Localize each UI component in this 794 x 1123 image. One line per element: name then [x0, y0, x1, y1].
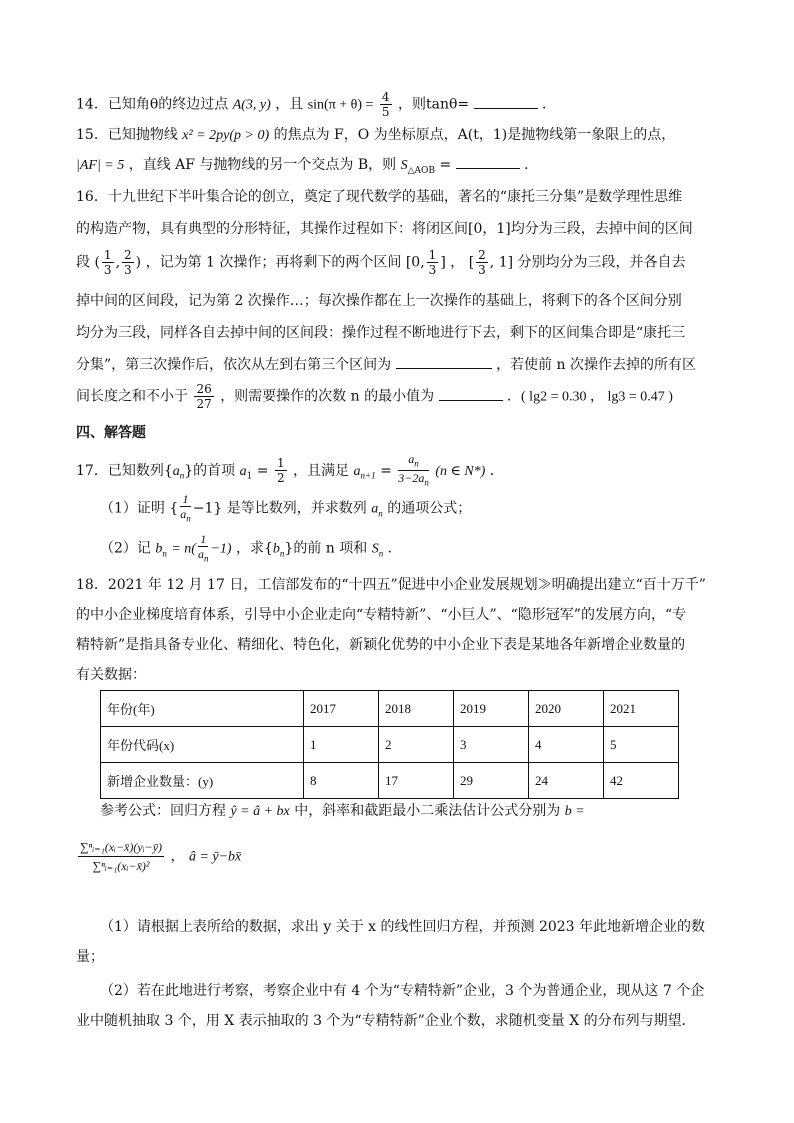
- q18-part2b: 业中随机抽取 3 个，用 X 表示抽取的 3 个为“专精特新”企业个数，求随机变量 X 的分布列与期望．: [76, 1013, 696, 1029]
- q15-s-sub: △AOB: [407, 165, 436, 176]
- q16-frac4: [476, 248, 488, 277]
- q17-p2fd-sub: n: [203, 553, 209, 564]
- q17-p1fd-sub: n: [186, 513, 191, 524]
- q18-formula-c: â = ȳ−bx̄: [188, 849, 242, 865]
- q17-part1: [100, 492, 471, 525]
- q17-j: ．: [489, 462, 504, 479]
- q16-f2d: 3: [124, 263, 132, 277]
- q15-answer-blank[interactable]: [456, 156, 520, 169]
- q17-g: a: [353, 463, 361, 479]
- q17-p1fn: 1: [180, 492, 191, 507]
- q14-frac-den: 5: [381, 105, 390, 119]
- q16-line3: [76, 248, 686, 277]
- table-cell: 2: [379, 727, 454, 763]
- q17-fd2: 3−2a: [398, 471, 425, 486]
- table-row: [101, 691, 679, 727]
- q17-line: [76, 452, 504, 490]
- q17-p1fd: a: [180, 507, 187, 521]
- table-cell: 3: [454, 727, 529, 763]
- q17-p2-frac: [198, 532, 209, 565]
- q16-l7c: ．( lg2 = 0.30 ， lg3 = 0.47 ): [507, 389, 673, 405]
- q18-ref-c: 中，斜率和截距最小二乘法估计公式分别为: [294, 803, 561, 819]
- q16-f3n: 1: [428, 248, 437, 262]
- q15-eq: =: [439, 157, 452, 173]
- q17-fn: 1: [276, 456, 285, 471]
- q16-line6: [76, 354, 696, 374]
- table-cell: 2017: [304, 691, 379, 727]
- table-row: [101, 727, 679, 763]
- q14-line: [76, 90, 556, 119]
- table-cell: 4: [529, 727, 604, 763]
- q17-p2a: （2）记: [100, 540, 151, 557]
- q18-part1a: （1）请根据上表所给的数据，求出 y 关于 x 的线性回归方程，并预测 2023 年此地新增企业的数: [100, 919, 706, 935]
- q16-l3g: ]: [440, 254, 446, 271]
- q17-p2b: b: [155, 541, 163, 557]
- q17-e: ，且满足: [293, 462, 350, 479]
- q16-answer-blank2[interactable]: [439, 388, 503, 401]
- q17-p2b-sub: n: [162, 548, 167, 559]
- q14-answer-blank[interactable]: [474, 96, 538, 109]
- q18-formula: [76, 838, 241, 875]
- q15-parabola: x² = 2py(p > 0): [182, 128, 270, 143]
- q18-ref-a: 参考公式：回归方程: [100, 803, 226, 819]
- q15-s: S: [400, 158, 408, 173]
- q17-frac: [275, 456, 287, 485]
- q16-line5: 均分为三段，同样各自去掉中间的区间段：操作过程不断地进行下去，剩下的区间集合即是“康托三: [76, 325, 686, 341]
- q17-part2: [100, 532, 402, 565]
- table-cell: 年份(年): [101, 691, 304, 727]
- table-row: [101, 763, 679, 799]
- q16-f2n: 2: [124, 248, 132, 262]
- q18-part1b: 量；: [76, 949, 104, 965]
- q16-f3d: 3: [428, 263, 437, 277]
- table-cell: 2021: [604, 691, 679, 727]
- q18-formula-den: ∑ⁿᵢ₌₁(xᵢ−x̄)²: [92, 859, 150, 873]
- table-cell: 5: [604, 727, 679, 763]
- table-cell: 8: [304, 763, 379, 799]
- q16-l6a: 分集”，第三次操作后，依次从左到右第三个区间为: [76, 357, 392, 373]
- q17-an-sub: n: [179, 470, 185, 481]
- q16-l3j: , 1]: [489, 254, 514, 271]
- q17-p1-frac: [180, 492, 191, 525]
- data-table: [100, 690, 679, 799]
- q18-line2: 的中小企业梯度培育体系，引导中小企业走向“专精特新”、“小巨人”、“隐形冠军”的发展方向，“专: [76, 607, 687, 623]
- q17-p1b: {: [169, 500, 179, 517]
- q18-ref-d: b =: [564, 804, 585, 819]
- q16-frac2: [122, 248, 134, 277]
- q18-part2a: （2）若在此地进行考察，考察企业中有 4 个为“专精特新”企业，3 个为普通企业，现从这 7 个企: [100, 983, 705, 999]
- q17-b: }的首项: [184, 462, 236, 479]
- q16-l3d: ): [135, 254, 142, 271]
- table-cell: 2018: [379, 691, 454, 727]
- q17-p2fn: 1: [198, 532, 209, 547]
- q14-text: 14．已知角θ的终边过点: [76, 96, 229, 113]
- q16-l7a: 间长度之和不小于: [76, 388, 188, 405]
- q16-answer-blank1[interactable]: [396, 356, 492, 369]
- q16-l3h: ，: [450, 254, 465, 271]
- q17-p2c: = n(: [171, 541, 196, 557]
- q16-f5n: 26: [196, 382, 212, 396]
- q15-text2: 的焦点为 F，O 为坐标原点，A(t，1)是抛物线第一象限上的点，: [273, 127, 676, 143]
- q16-l3i: [: [468, 254, 475, 271]
- q18-formula-frac: [78, 838, 164, 875]
- q14-text3: ，则tanθ=: [397, 96, 470, 113]
- q17-p2g: }的前 n 项和: [284, 540, 368, 557]
- q16-l3k: 分别均分为三段，并各自去: [517, 254, 686, 271]
- q15-line1: [76, 124, 675, 144]
- q17-p2e: ，求{: [236, 540, 273, 557]
- table-cell: 新增企业数量：(y): [101, 763, 304, 799]
- q17-p1f: 的通项公式；: [387, 500, 472, 517]
- q18-line1: 18．2021 年 12 月 17 日，工信部发布的“十四五”促进中小企业发展规划≫明确提出建立“百十万千”: [76, 577, 706, 593]
- q17-fn2-sub: n: [414, 458, 419, 469]
- table-cell: 42: [604, 763, 679, 799]
- q17-d: =: [256, 462, 269, 479]
- q17-p1e: a: [371, 501, 379, 517]
- q17-p2i: ．: [387, 540, 402, 557]
- q17-p1a: （1）证明: [100, 500, 165, 517]
- q17-g-sub: n+1: [360, 470, 376, 481]
- q14-text2: ，且: [275, 96, 304, 113]
- q14-point: A(3, y): [232, 97, 271, 113]
- q16-l6b: ，若使前 n 次操作去掉的所有区: [496, 357, 696, 373]
- q18-ref-b: ŷ = â + bx: [230, 804, 290, 819]
- q17-p2d: −1): [210, 541, 232, 557]
- q17-an: a: [172, 463, 180, 479]
- table-cell: 17: [379, 763, 454, 799]
- q17-p2h: S: [371, 541, 379, 557]
- q18-formula-num: ∑ⁿᵢ₌₁(xᵢ−x̄)(yᵢ−ȳ): [78, 838, 164, 857]
- q17-i: (n ∈ N*): [435, 463, 486, 479]
- q16-line7: [76, 382, 673, 411]
- section-heading: 四、解答题: [76, 425, 146, 441]
- q15-end: ．: [524, 157, 539, 173]
- q16-line1: 16．十九世纪下半叶集合论的创立，奠定了现代数学的基础，著名的“康托三分集”是数学理性思维: [76, 189, 683, 205]
- q17-frac2: [398, 452, 429, 490]
- q17-h: =: [380, 462, 392, 479]
- q16-line4: 掉中间的区间段，记为第 2 次操作…；每次操作都在上一次操作的基础上，将剩下的各个区间分别: [76, 293, 682, 309]
- q17-p1d: 是等比数列，并求数列: [226, 500, 367, 517]
- q18-ref: [100, 800, 585, 820]
- q16-frac3: [427, 248, 439, 277]
- q15-text3: ，直线 AF 与抛物线的另一个交点为 B，则: [128, 157, 397, 173]
- q16-l7b: ，则需要操作的次数 n 的最小值为: [220, 388, 435, 405]
- q17-p1e-sub: n: [378, 508, 383, 519]
- q17-p2f-sub: n: [279, 548, 285, 559]
- q17-p2h-sub: n: [378, 548, 384, 559]
- q17-p2f: b: [272, 541, 280, 557]
- table-cell: 1: [304, 727, 379, 763]
- q16-l3b: (: [94, 254, 100, 271]
- table-cell: 年份代码(x): [101, 727, 304, 763]
- q17-p2fd: a: [197, 547, 204, 561]
- q17-c-sub: 1: [246, 471, 253, 482]
- q17-p1c: −1}: [192, 500, 223, 517]
- table-cell: 2019: [454, 691, 529, 727]
- q16-l3f: [0,: [405, 254, 425, 271]
- q16-l3c: ,: [115, 254, 121, 271]
- q16-frac5: [194, 382, 213, 411]
- q18-line4: 有关数据：: [76, 667, 146, 683]
- q17-c: a: [239, 463, 247, 479]
- q16-f1d: 3: [103, 263, 112, 277]
- table-cell: 2020: [529, 691, 604, 727]
- q17-fd2-sub: n: [424, 477, 429, 488]
- q14-end: ．: [542, 96, 557, 113]
- q15-af: |AF| = 5: [76, 158, 125, 173]
- q14-frac-num: 4: [381, 90, 390, 104]
- q18-line3: 精特新”是指具备专业化、精细化、特色化，新颖化优势的中小企业下表是某地各年新增企业数量的: [76, 637, 686, 653]
- q17-a: 17．已知数列{: [76, 462, 173, 479]
- q16-f4d: 3: [478, 263, 486, 277]
- q18-formula-b: ，: [170, 848, 185, 865]
- q14-sin: sin(π + θ) =: [307, 97, 374, 113]
- q16-line2: 的构造产物，具有典型的分形特征，其操作过程如下：将闭区间[0，1]均分为三段，去掉中间的区间: [76, 221, 693, 237]
- q17-fd: 2: [276, 471, 285, 486]
- table-cell: 29: [454, 763, 529, 799]
- q16-f4n: 2: [478, 248, 486, 262]
- q17-fn2: a: [408, 452, 415, 466]
- q16-l3e: ，记为第 1 次操作；再将剩下的两个区间: [145, 254, 402, 271]
- q16-f1n: 1: [103, 248, 112, 262]
- q16-frac1: [102, 248, 114, 277]
- q16-l3a: 段: [76, 254, 90, 271]
- q15-line2: [76, 154, 538, 176]
- q16-f5d: 27: [196, 397, 212, 411]
- table-cell: 24: [529, 763, 604, 799]
- q15-text: 15．已知抛物线: [76, 127, 178, 143]
- q14-frac: [380, 90, 392, 119]
